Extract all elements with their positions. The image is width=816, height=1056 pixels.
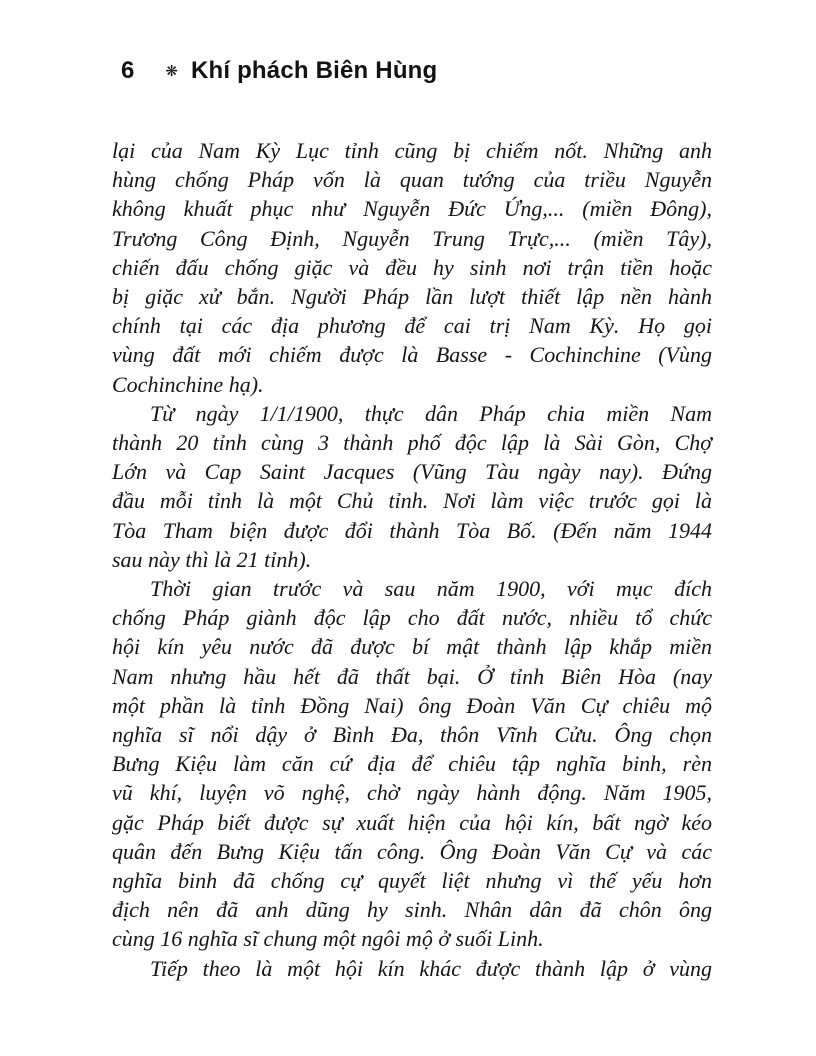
text-line: Cochinchine hạ).	[112, 371, 264, 397]
text-line: không khuất phục như Nguyễn Đức Ứng,... (miền Đông),	[112, 196, 712, 222]
text-line: Lớn và Cap Saint Jacques (Vũng Tàu ngày nay). Đứng	[112, 459, 712, 485]
text-line: Tiếp theo là một hội kín khác được thành lập ở vùng	[150, 955, 712, 981]
text-line: cùng 16 nghĩa sĩ chung một ngôi mộ ở suối Linh.	[112, 926, 544, 952]
text-line: thành 20 tỉnh cùng 3 thành phố độc lập là Sài Gòn, Chợ	[112, 430, 712, 456]
page-header	[121, 57, 437, 85]
page-body	[112, 136, 712, 983]
asterisk-icon: ❋	[165, 63, 178, 80]
text-line: chiến đấu chống giặc và đều hy sinh nơi trận tiền hoặc	[112, 254, 712, 280]
page-number: 6	[121, 57, 135, 84]
text-line: hội kín yêu nước đã được bí mật thành lập khắp miền	[112, 634, 712, 660]
text-line: Nam nhưng hầu hết đã thất bại. Ở tỉnh Biên Hòa (nay	[112, 663, 712, 689]
paragraph	[112, 574, 712, 954]
text-line: vũ khí, luyện võ nghệ, chờ ngày hành động. Năm 1905,	[112, 780, 712, 806]
paragraph	[112, 954, 712, 983]
paragraph	[112, 136, 712, 399]
text-line: Từ ngày 1/1/1900, thực dân Pháp chia miền Nam	[150, 400, 712, 426]
text-line: bị giặc xử bắn. Người Pháp lần lượt thiết lập nền hành	[112, 284, 712, 310]
text-line: sau này thì là 21 tỉnh).	[112, 546, 312, 572]
text-line: lại của Nam Kỳ Lục tỉnh cũng bị chiếm nốt. Những anh	[112, 138, 712, 163]
text-line: vùng đất mới chiếm được là Basse - Cochinchine (Vùng	[112, 342, 712, 368]
text-line: nghĩa binh đã chống cự quyết liệt nhưng vì thế yếu hơn	[112, 868, 712, 894]
text-line: chính tại các địa phương để cai trị Nam Kỳ. Họ gọi	[112, 313, 712, 339]
text-line: Bưng Kiệu làm căn cứ địa để chiêu tập nghĩa binh, rèn	[112, 751, 712, 777]
text-line: nghĩa sĩ nổi dậy ở Bình Đa, thôn Vĩnh Cửu. Ông chọn	[112, 722, 712, 748]
text-line: quân đến Bưng Kiệu tấn công. Ông Đoàn Văn Cự và các	[112, 838, 712, 864]
text-line: đầu mỗi tỉnh là một Chủ tỉnh. Nơi làm việc trước gọi là	[112, 488, 712, 514]
text-line: một phần là tỉnh Đồng Nai) ông Đoàn Văn Cự chiêu mộ	[112, 692, 712, 718]
text-line: Trương Công Định, Nguyễn Trung Trực,... (miền Tây),	[112, 225, 712, 251]
paragraph	[112, 399, 712, 574]
text-line: hùng chống Pháp vốn là quan tướng của triều Nguyễn	[112, 167, 712, 193]
book-title: Khí phách Biên Hùng	[190, 57, 438, 84]
text-line: Thời gian trước và sau năm 1900, với mục đích	[150, 576, 712, 602]
text-line: chống Pháp giành độc lập cho đất nước, nhiều tổ chức	[112, 605, 712, 631]
text-line: Tòa Tham biện được đổi thành Tòa Bố. (Đến năm 1944	[112, 517, 712, 543]
text-line: gặc Pháp biết được sự xuất hiện của hội kín, bất ngờ kéo	[112, 809, 712, 835]
text-line: địch nên đã anh dũng hy sinh. Nhân dân đã chôn ông	[112, 897, 712, 923]
